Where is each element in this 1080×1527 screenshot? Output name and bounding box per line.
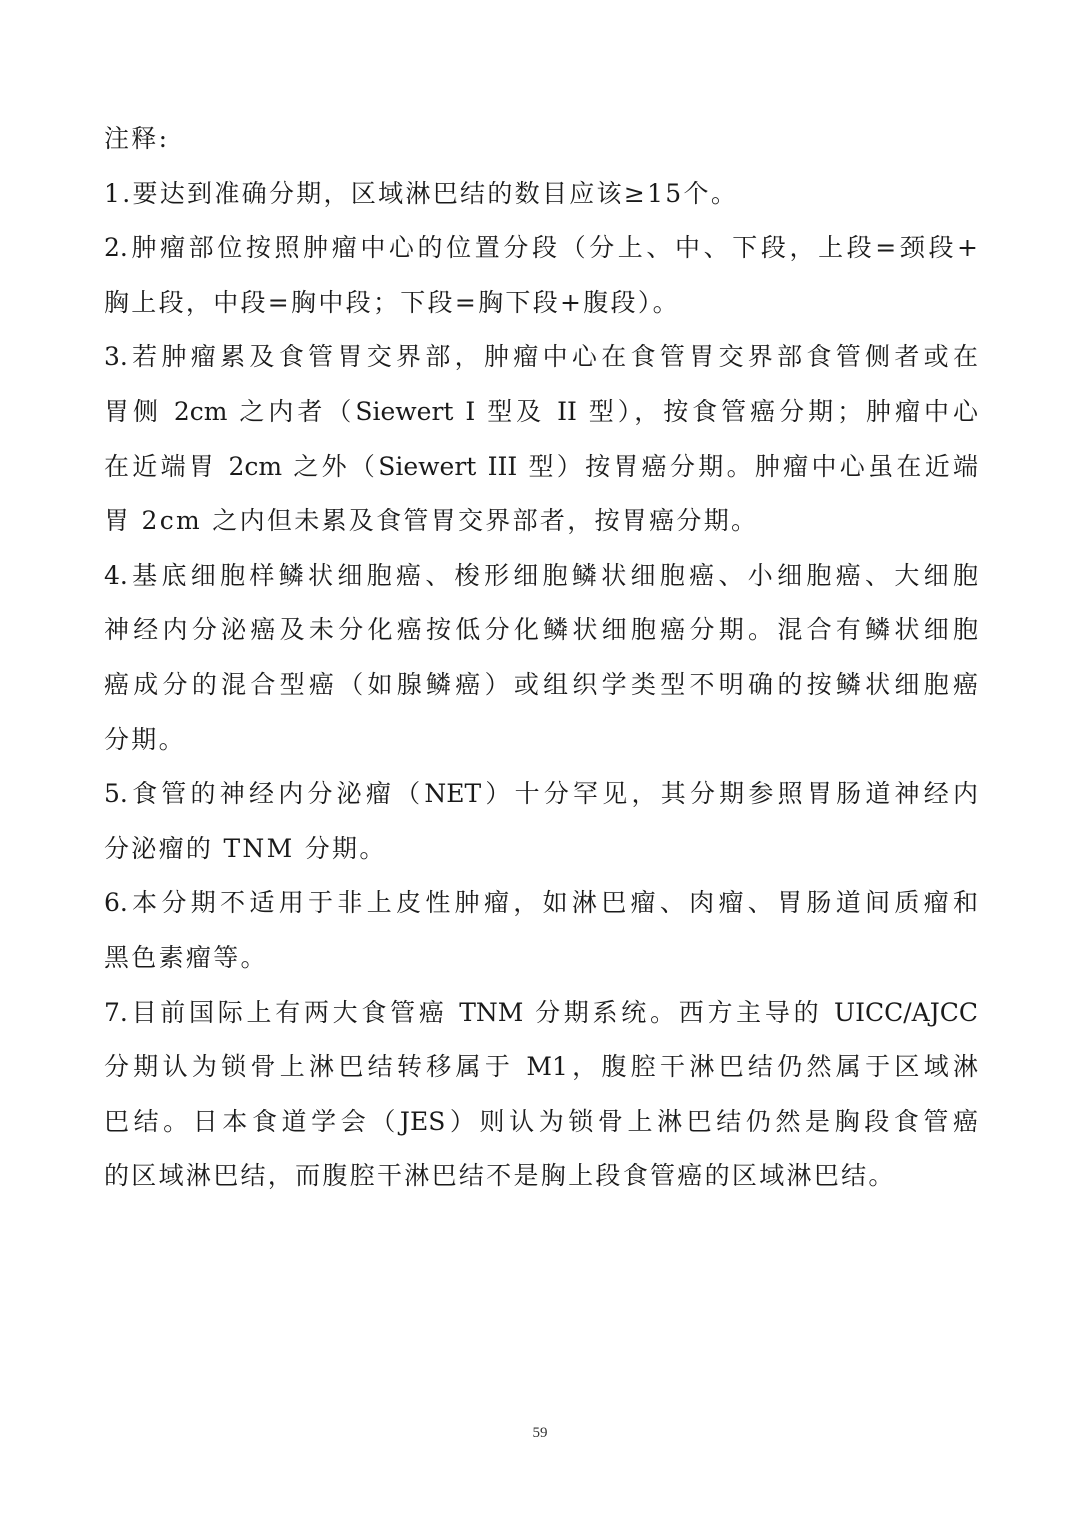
document-page	[104, 112, 978, 1204]
note-5	[104, 767, 978, 876]
notes-heading: 注释:	[104, 124, 170, 153]
note-4	[104, 549, 978, 767]
note-7-line-4: 的区域淋巴结，而腹腔干淋巴结不是胸上段食管癌的区域淋巴结。	[104, 1161, 896, 1191]
note-3-line-2: 胃侧 2cm 之内者（Siewert I 型及 II 型），按食管癌分期；肿瘤中心	[104, 396, 978, 426]
note-3-line-4: 胃 2cm 之内但未累及食管胃交界部者，按胃癌分期。	[104, 506, 759, 536]
note-5-line-2: 分泌瘤的 TNM 分期。	[104, 833, 387, 863]
note-2-line-1: 2.肿瘤部位按照肿瘤中心的位置分段（分上、中、下段，上段=颈段+	[104, 233, 978, 263]
note-4-line-4: 分期。	[104, 724, 186, 754]
note-1	[104, 167, 978, 222]
note-2-line-2: 胸上段，中段=胸中段；下段=胸下段+腹段）。	[104, 287, 680, 317]
note-1-line-1: 1.要达到准确分期，区域淋巴结的数目应该≥15个。	[104, 178, 739, 208]
note-7	[104, 986, 978, 1204]
note-5-line-1: 5.食管的神经内分泌瘤（NET）十分罕见，其分期参照胃肠道神经内	[104, 779, 978, 809]
note-2	[104, 221, 978, 330]
note-7-line-1: 7.目前国际上有两大食管癌 TNM 分期系统。西方主导的 UICC/AJCC	[104, 997, 978, 1027]
note-3	[104, 330, 978, 548]
note-3-line-3: 在近端胃 2cm 之外（Siewert III 型）按胃癌分期。肿瘤中心虽在近端	[104, 451, 978, 481]
note-7-line-3: 巴结。日本食道学会（JES）则认为锁骨上淋巴结仍然是胸段食管癌	[104, 1106, 978, 1136]
note-4-line-1: 4.基底细胞样鳞状细胞癌、梭形细胞鳞状细胞癌、小细胞癌、大细胞	[104, 560, 978, 590]
note-6	[104, 876, 978, 985]
note-6-line-2: 黑色素瘤等。	[104, 942, 268, 972]
note-6-line-1: 6.本分期不适用于非上皮性肿瘤，如淋巴瘤、肉瘤、胃肠道间质瘤和	[104, 888, 978, 918]
page-number: 59	[532, 1425, 548, 1441]
note-4-line-3: 癌成分的混合型癌（如腺鳞癌）或组织学类型不明确的按鳞状细胞癌	[104, 669, 978, 699]
note-7-line-2: 分期认为锁骨上淋巴结转移属于 M1，腹腔干淋巴结仍然属于区域淋	[104, 1052, 978, 1082]
note-4-line-2: 神经内分泌癌及未分化癌按低分化鳞状细胞癌分期。混合有鳞状细胞	[104, 615, 978, 645]
note-3-line-1: 3.若肿瘤累及食管胃交界部，肿瘤中心在食管胃交界部食管侧者或在	[104, 342, 978, 372]
